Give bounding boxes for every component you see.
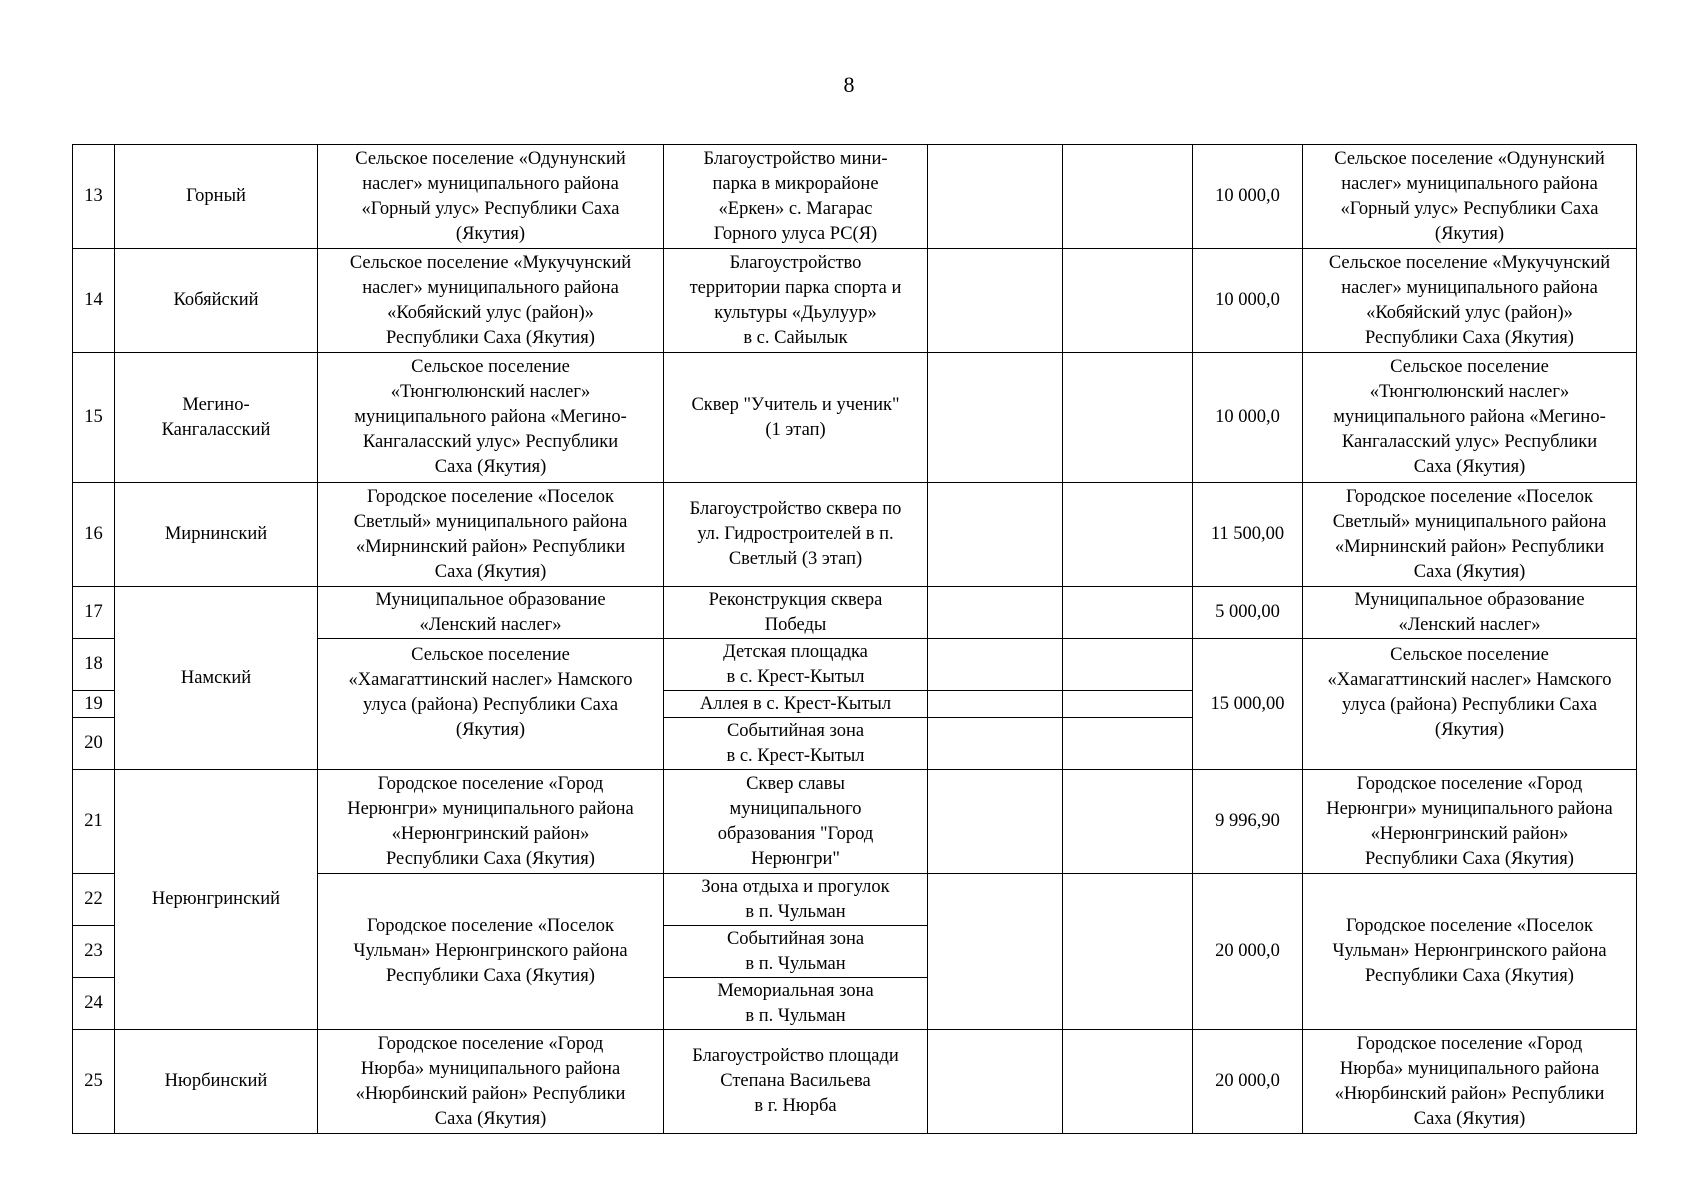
row-number: 13: [73, 145, 115, 249]
empty-cell: [928, 145, 1063, 249]
recipient-cell: Сельское поселение «Хамагаттинский наслег» Намского улуса (района) Республики Саха (Якутия): [1303, 639, 1637, 770]
recipient-cell: Сельское поселение «Одунунский наслег» муниципального района «Горный улус» Республики Саха (Якутия): [1303, 145, 1637, 249]
row-number: 18: [73, 639, 115, 691]
object-cell: Благоустройство мини- парка в микрорайоне «Еркен» с. Магарас Горного улуса РС(Я): [664, 145, 928, 249]
empty-cell: [1063, 249, 1193, 353]
empty-cell: [928, 691, 1063, 718]
row-number: 17: [73, 587, 115, 639]
district-cell: Нерюнгринский: [115, 770, 318, 1030]
row-number: 25: [73, 1030, 115, 1134]
amount-cell: 10 000,0: [1193, 353, 1303, 483]
row-number: 19: [73, 691, 115, 718]
empty-cell: [928, 770, 1063, 874]
row-number: 14: [73, 249, 115, 353]
district-cell: Мирнинский: [115, 483, 318, 587]
district-cell: Нюрбинский: [115, 1030, 318, 1134]
empty-cell: [928, 639, 1063, 691]
amount-cell: 15 000,00: [1193, 639, 1303, 770]
recipient-cell: Городское поселение «Город Нерюнгри» муниципального района «Нерюнгринский район» Республики Саха (Якутия): [1303, 770, 1637, 874]
district-cell: Кобяйский: [115, 249, 318, 353]
object-cell: Благоустройство сквера по ул. Гидростроителей в п. Светлый (3 этап): [664, 483, 928, 587]
empty-cell: [928, 249, 1063, 353]
settlement-cell: Сельское поселение «Мукучунский наслег» муниципального района «Кобяйский улус (район)» Республики Саха (Якутия): [318, 249, 664, 353]
row-number: 24: [73, 978, 115, 1030]
row-number: 22: [73, 874, 115, 926]
object-cell: Сквер славы муниципального образования "Город Нерюнгри": [664, 770, 928, 874]
empty-cell: [1063, 1030, 1193, 1134]
amount-cell: 10 000,0: [1193, 145, 1303, 249]
settlement-cell: Сельское поселение «Тюнгюлюнский наслег» муниципального района «Мегино- Кангаласский улус» Республики Саха (Якутия): [318, 353, 664, 483]
projects-table: [72, 144, 1637, 1134]
object-cell: Детская площадка в с. Крест-Кытыл: [664, 639, 928, 691]
amount-cell: 9 996,90: [1193, 770, 1303, 874]
object-cell: Благоустройство территории парка спорта и культуры «Дьулуур» в с. Сайылык: [664, 249, 928, 353]
amount-cell: 10 000,0: [1193, 249, 1303, 353]
table-row: [73, 587, 1637, 639]
empty-cell: [1063, 770, 1193, 874]
recipient-cell: Муниципальное образование «Ленский наслег»: [1303, 587, 1637, 639]
row-number: 21: [73, 770, 115, 874]
empty-cell: [928, 1030, 1063, 1134]
amount-cell: 20 000,0: [1193, 1030, 1303, 1134]
table-row: [73, 770, 1637, 874]
page-number: 8: [843, 72, 855, 97]
recipient-cell: Городское поселение «Город Нюрба» муниципального района «Нюрбинский район» Республики Саха (Якутия): [1303, 1030, 1637, 1134]
recipient-cell: Сельское поселение «Тюнгюлюнский наслег» муниципального района «Мегино- Кангаласский улус» Республики Саха (Якутия): [1303, 353, 1637, 483]
object-cell: Событийная зона в с. Крест-Кытыл: [664, 718, 928, 770]
recipient-cell: Городское поселение «Поселок Чульман» Нерюнгринского района Республики Саха (Якутия): [1303, 874, 1637, 1030]
object-cell: Реконструкция сквера Победы: [664, 587, 928, 639]
settlement-cell: Городское поселение «Поселок Чульман» Нерюнгринского района Республики Саха (Якутия): [318, 874, 664, 1030]
settlement-cell: Сельское поселение «Одунунский наслег» муниципального района «Горный улус» Республики Саха (Якутия): [318, 145, 664, 249]
empty-cell: [1063, 145, 1193, 249]
empty-cell: [1063, 874, 1193, 1030]
district-cell: Намский: [115, 587, 318, 770]
settlement-cell: Городское поселение «Город Нюрба» муниципального района «Нюрбинский район» Республики Саха (Якутия): [318, 1030, 664, 1134]
row-number: 16: [73, 483, 115, 587]
row-number: 15: [73, 353, 115, 483]
row-number: 23: [73, 926, 115, 978]
amount-cell: 11 500,00: [1193, 483, 1303, 587]
table-row: [73, 353, 1637, 483]
empty-cell: [928, 483, 1063, 587]
settlement-cell: Городское поселение «Город Нерюнгри» муниципального района «Нерюнгринский район» Республики Саха (Якутия): [318, 770, 664, 874]
object-cell: Сквер "Учитель и ученик" (1 этап): [664, 353, 928, 483]
empty-cell: [928, 353, 1063, 483]
row-number: 20: [73, 718, 115, 770]
empty-cell: [928, 718, 1063, 770]
empty-cell: [928, 874, 1063, 1030]
empty-cell: [1063, 483, 1193, 587]
district-cell: Мегино- Кангаласский: [115, 353, 318, 483]
empty-cell: [1063, 353, 1193, 483]
object-cell: Зона отдыха и прогулок в п. Чульман: [664, 874, 928, 926]
amount-cell: 5 000,00: [1193, 587, 1303, 639]
empty-cell: [1063, 587, 1193, 639]
table-row: [73, 483, 1637, 587]
recipient-cell: Сельское поселение «Мукучунский наслег» муниципального района «Кобяйский улус (район)» Республики Саха (Якутия): [1303, 249, 1637, 353]
empty-cell: [1063, 639, 1193, 691]
empty-cell: [928, 587, 1063, 639]
table-row: [73, 145, 1637, 249]
settlement-cell: Городское поселение «Поселок Светлый» муниципального района «Мирнинский район» Республики Саха (Якутия): [318, 483, 664, 587]
district-cell: Горный: [115, 145, 318, 249]
table-row: [73, 1030, 1637, 1134]
object-cell: Событийная зона в п. Чульман: [664, 926, 928, 978]
object-cell: Мемориальная зона в п. Чульман: [664, 978, 928, 1030]
empty-cell: [1063, 691, 1193, 718]
settlement-cell: Сельское поселение «Хамагаттинский наслег» Намского улуса (района) Республики Саха (Якутия): [318, 639, 664, 770]
object-cell: Аллея в с. Крест-Кытыл: [664, 691, 928, 718]
amount-cell: 20 000,0: [1193, 874, 1303, 1030]
settlement-cell: Муниципальное образование «Ленский наслег»: [318, 587, 664, 639]
table-row: [73, 249, 1637, 353]
object-cell: Благоустройство площади Степана Васильева в г. Нюрба: [664, 1030, 928, 1134]
recipient-cell: Городское поселение «Поселок Светлый» муниципального района «Мирнинский район» Республики Саха (Якутия): [1303, 483, 1637, 587]
empty-cell: [1063, 718, 1193, 770]
